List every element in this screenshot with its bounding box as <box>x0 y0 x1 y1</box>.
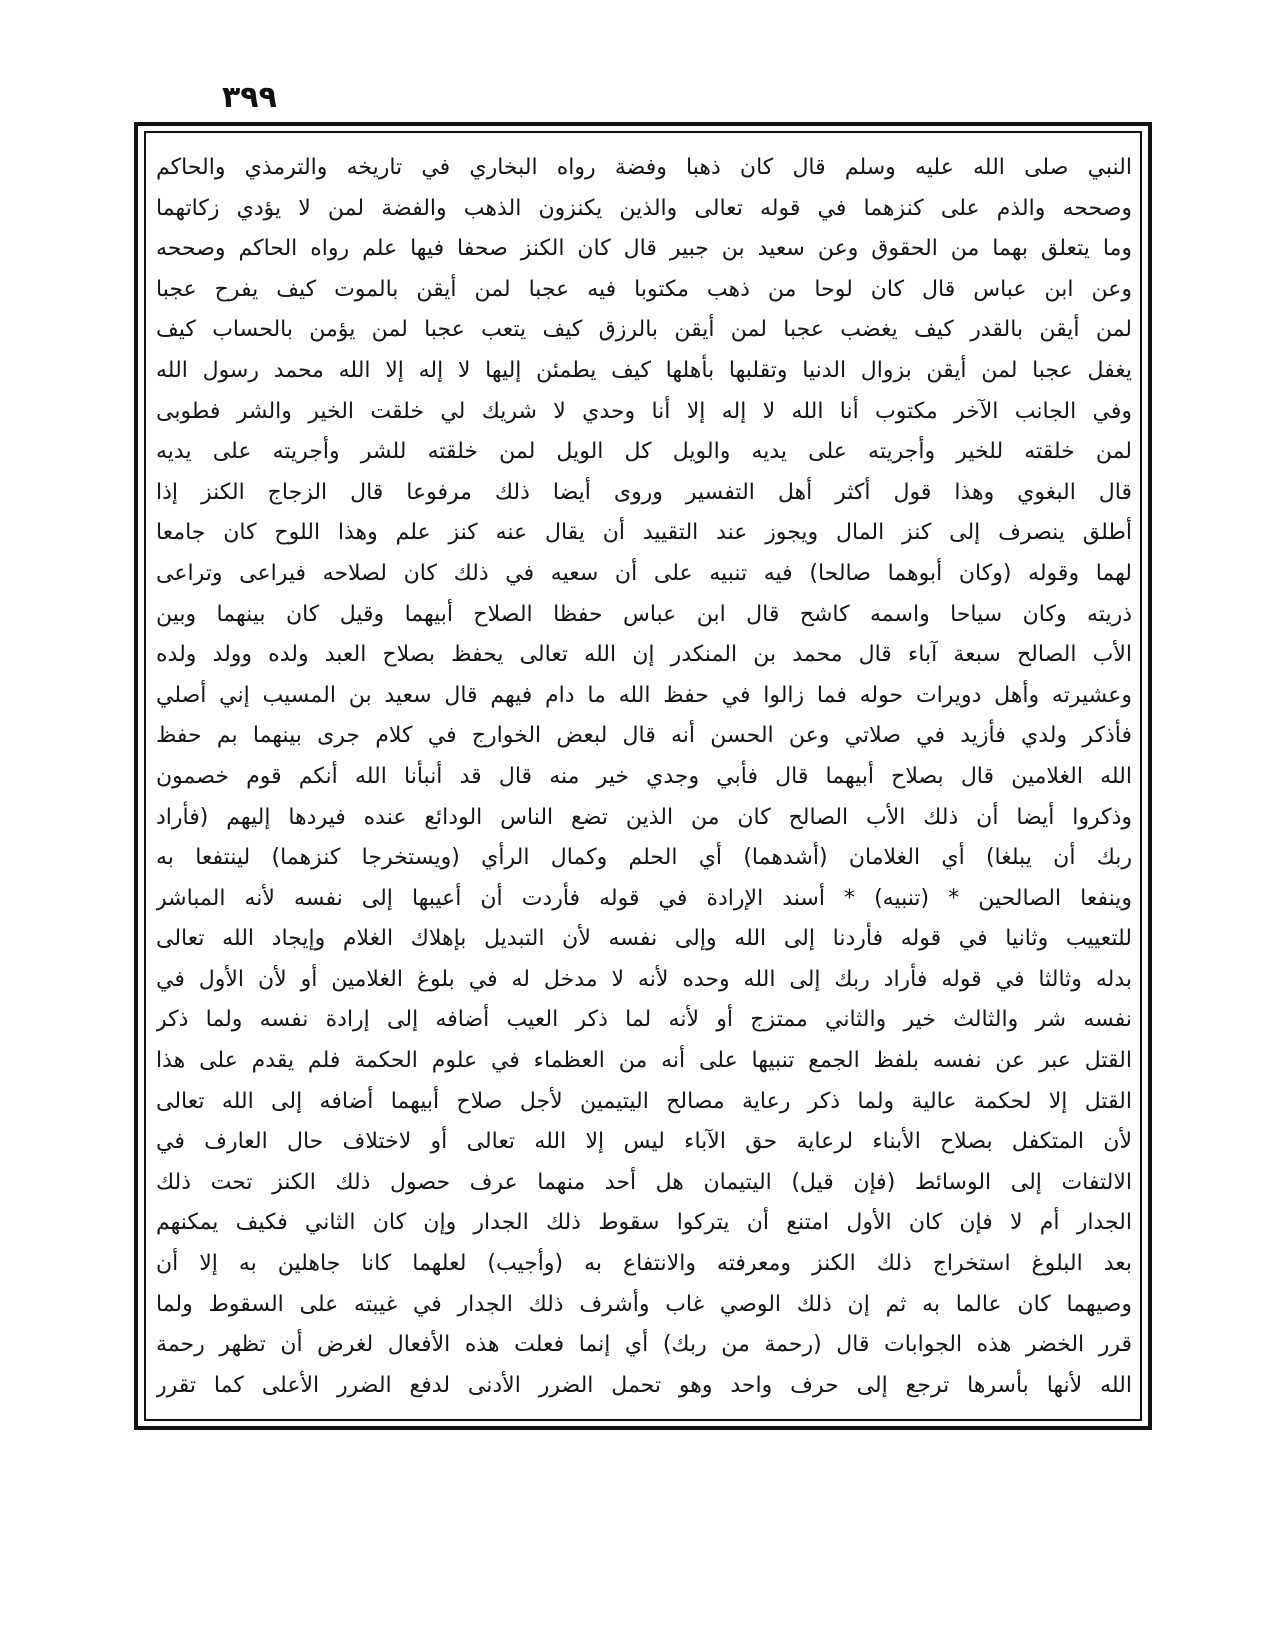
text-line: قرر الخضر هذه الجوابات قال (رحمة من ربك) أي إنما فعلت هذه الأفعال لغرض أن تظهر رحمة <box>156 1332 1132 1358</box>
page-number: ٣٩٩ <box>222 80 277 115</box>
text-line: وفي الجانب الآخر مكتوب أنا الله لا إله إلا أنا وحدي لا شريك لي خلقت الخير والشر فطوبى <box>156 398 1132 424</box>
text-line: وينفعا الصالحين * (تنبيه) * أسند الإرادة في قوله فأردت أن أعيبها إلى نفسه لأنه المباشر <box>156 885 1132 911</box>
text-line: الله الغلامين قال بصلاح أبيهما قال فأبي وجدي خير منه قال قد أنبأنا الله أنكم قوم خصمون <box>156 763 1132 789</box>
text-line: بدله وثالثا في قوله فأراد ربك إلى الله وحده لأنه لا مدخل له في بلوغ الغلامين أو لأن الأول في <box>156 966 1132 992</box>
text-line: قال البغوي وهذا قول أكثر أهل التفسير وروى أيضا ذلك مرفوعا قال الزجاج الكنز إذا <box>156 479 1132 505</box>
text-line: بعد البلوغ استخراج ذلك الكنز ومعرفته والانتفاع به (وأجيب) لعلهما كانا جاهلين به إلا أن <box>156 1251 1132 1277</box>
text-line: الجدار أم لا فإن كان الأول امتنع أن يتركوا سقوط ذلك الجدار وإن كان الثاني فكيف يمكنهم <box>156 1210 1132 1236</box>
text-line: لهما وقوله (وكان أبوهما صالحا) فيه تنبيه على أن سعيه في ذلك كان لصلاحه فيراعى وتراعى <box>156 560 1132 586</box>
text-line: القتل عبر عن نفسه بلفظ الجمع تنبيها على أنه من العظماء في علوم الحكمة فلم يقدم على هذا <box>156 1048 1132 1074</box>
text-line: وعن ابن عباس قال كان لوحا من ذهب مكتوبا فيه عجبا لمن أيقن بالموت كيف يفرح عجبا <box>156 276 1132 302</box>
text-line: لأن المتكفل بصلاح الأبناء لرعاية حق الآباء ليس إلا الله تعالى أو لاختلاف حال العارف في <box>156 1129 1132 1155</box>
text-line: أطلق ينصرف إلى كنز المال ويجوز عند التقييد أن يقال عنه كنز علم وهذا اللوح كان جامعا <box>156 520 1132 546</box>
text-line: القتل إلا لحكمة عالية ولما ذكر رعاية مصالح اليتيمين لأجل صلاح أبيهما أضافه إلى الله تعالى <box>156 1088 1132 1114</box>
text-line: وما يتعلق بهما من الحقوق وعن سعيد بن جبير قال كان الكنز صحفا فيها علم رواه الحاكم وصححه <box>156 236 1132 262</box>
text-line: للتعييب وثانيا في قوله فأردنا إلى الله وإلى نفسه لأن التبديل بإهلاك الغلام وإيجاد الله تعالى <box>156 926 1132 952</box>
text-line: وصححه والذم على كنزهما في قوله تعالى والذين يكنزون الذهب والفضة لمن لا يؤدي زكاتهما <box>156 195 1132 221</box>
text-line: ذريته وكان سياحا واسمه كاشح قال ابن عباس حفظا الصلاح أبيهما وقيل كان بينهما وبين <box>156 601 1132 627</box>
arabic-text-block <box>156 148 1132 1414</box>
text-line: وعشيرته وأهل دويرات حوله فما زالوا في حفظ الله ما دام فيهم قال سعيد بن المسيب إني أصلي <box>156 682 1132 708</box>
text-line: يغفل عجبا لمن أيقن بزوال الدنيا وتقلبها بأهلها كيف يطمئن إليها لا إله إلا الله محمد رسول الله <box>156 357 1132 383</box>
text-line: الله لأنها بأسرها ترجع إلى حرف واحد وهو تحمل الضرر الأدنى لدفع الضرر الأعلى كما تقرر <box>156 1372 1132 1398</box>
text-line: نفسه شر والثالث خير والثاني ممتزج أو لأنه لما ذكر العيب أضافه إلى إرادة نفسه ولما ذكر <box>156 1007 1132 1033</box>
text-line: الأب الصالح سبعة آباء قال محمد بن المنكدر إن الله تعالى يحفظ بصلاح العبد ولده وولد ولده <box>156 642 1132 668</box>
text-line: لمن خلقته للخير وأجريته على يديه والويل كل الويل لمن خلقته للشر وأجريته على يديه <box>156 439 1132 465</box>
text-line: وصيهما كان عالما به ثم إن ذلك الوصي غاب وأشرف ذلك الجدار في غيبته على السقوط ولما <box>156 1291 1132 1317</box>
text-line: وذكروا أيضا أن ذلك الأب الصالح كان من الذين تضع الناس الودائع عنده فيردها إليهم (فأراد <box>156 804 1132 830</box>
text-line: ربك أن يبلغا) أي الغلامان (أشدهما) أي الحلم وكمال الرأي (ويستخرجا كنزهما) لينتفعا به <box>156 845 1132 871</box>
text-line: النبي صلى الله عليه وسلم قال كان ذهبا وفضة رواه البخاري في تاريخه والترمذي والحاكم <box>156 155 1132 180</box>
text-line: لمن أيقن بالقدر كيف يغضب عجبا لمن أيقن بالرزق كيف يتعب عجبا لمن يؤمن بالحساب كيف <box>156 317 1132 343</box>
text-line: الالتفات إلى الوسائط (فإن قيل) اليتيمان هل أحد منهما عرف حصول ذلك الكنز تحت ذلك <box>156 1169 1132 1195</box>
text-line: فأذكر ولدي فأزيد في صلاتي وعن الحسن أنه قال لبعض الخوارج في كلام جرى بينهما بم حفظ <box>156 723 1132 749</box>
